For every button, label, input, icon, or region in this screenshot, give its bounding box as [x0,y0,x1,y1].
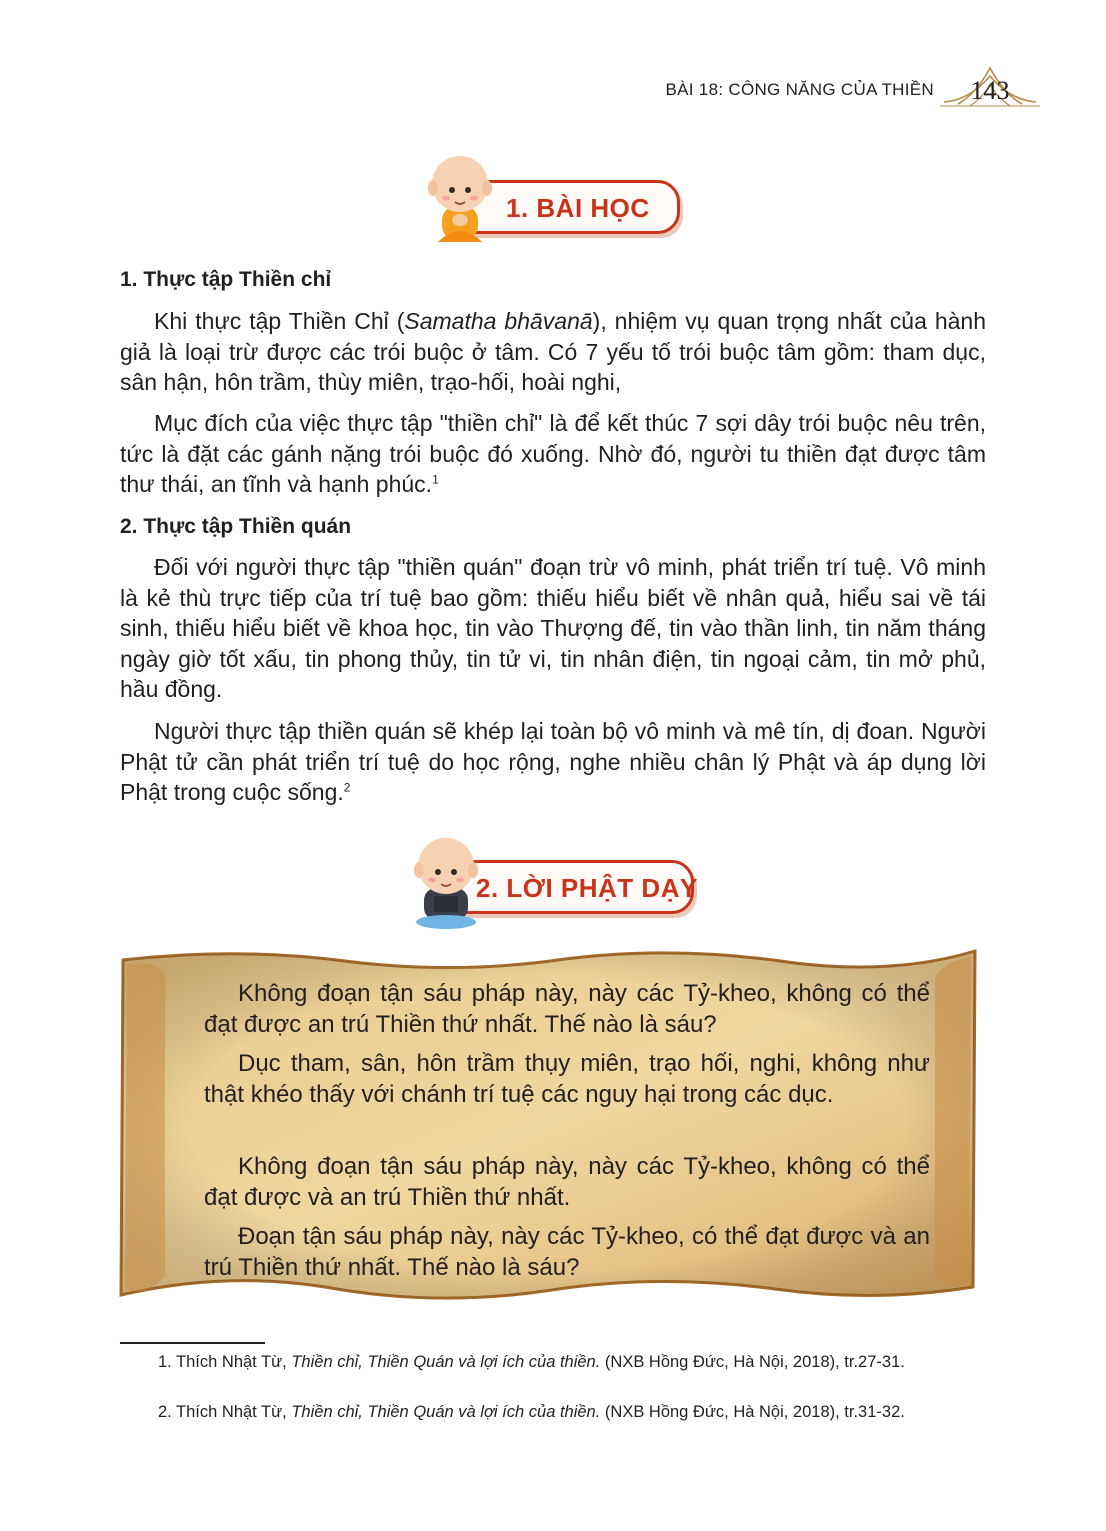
footnote-text: (NXB Hồng Đức, Hà Nội, 2018), tr.27-31. [600,1353,905,1371]
paragraph [120,408,986,500]
paragraph-text: Khi thực tập Thiền Chỉ ( [154,308,405,334]
paragraph-text: Mục đích của việc thực tập "thiền chỉ" là để kết thúc 7 sợi dây trói buộc nêu trên, tức là đặt các gánh nặng trói buộc đó xuống. Nhờ đó, người tu thiền đạt được tâm thư thái, an tĩnh và hạnh phúc. [120,410,986,497]
running-head: BÀI 18: CÔNG NĂNG CỦA THIỀN [665,80,934,99]
banner-title: 2. LỜI PHẬT DẠY [476,873,698,903]
paragraph: Đối với người thực tập "thiền quán" đoạn trừ vô minh, phát triển trí tuệ. Vô minh là kẻ thù trực tiếp của trí tuệ bao gồm: thiếu hiểu biết về nhân quả, hiểu sai về tái sinh, thiếu hiểu biết về khoa học, tin vào Thượng đế, tin vào thần linh, tin năm tháng ngày giờ tốt xấu, tin phong thủy, tin tử vi, tin nhân điện, tin ngoại cảm, tin mở phủ, hầu đồng. [120,554,986,702]
book-title: Thiền chỉ, Thiền Quán và lợi ích của thiền. [291,1353,601,1371]
footnote-text: 1. Thích Nhật Từ, [158,1353,292,1371]
paragraph [120,306,986,398]
quote-paragraph: Không đoạn tận sáu pháp này, này các Tỷ-kheo, không có thể đạt được và an trú Thiền thứ nhất. [204,1153,930,1211]
footnote-1 [120,1350,1000,1374]
section-banner-lesson [420,150,690,250]
quote-paragraph: Đoạn tận sáu pháp này, này các Tỷ-kheo, có thể đạt được và an trú Thiền thứ nhất. Thế nào là sáu? [204,1223,930,1281]
footnote-divider [120,1342,265,1344]
book-title: Thiền chỉ, Thiền Quán và lợi ích của thiền. [291,1403,601,1421]
subheading-vipassana: 2. Thực tập Thiền quán [120,515,352,538]
footnote-text: (NXB Hồng Đức, Hà Nội, 2018), tr.31-32. [600,1403,905,1421]
pali-term: Samatha bhāvanā [404,308,593,334]
paragraph-text: Người thực tập thiền quán sẽ khép lại toàn bộ vô minh và mê tín, dị đoan. Người Phật tử cần phát triển trí tuệ do học rộng, nghe nhiều chân lý Phật và áp dụng lời Phật trong cuộc sống. [120,718,986,805]
paragraph-text: ), nhiệm vụ quan trọng nhất của hành giả là loại trừ được các trói buộc ở tâm. Có 7 yếu tố trói buộc tâm gồm: tham dục, sân hận, hôn trầm, thùy miên, trạo-hối, hoài nghi, [120,308,986,395]
monk-mascot-icon [406,832,486,932]
section-banner-buddha-teaching [406,832,706,932]
monk-mascot-icon [420,150,500,250]
banner-title: 1. BÀI HỌC [506,193,650,223]
footnote-ref[interactable]: 2 [343,780,351,795]
footnote-text: 2. Thích Nhật Từ, [158,1403,292,1421]
subheading-samatha: 1. Thực tập Thiền chỉ [120,268,332,291]
quote-paragraph: Dục tham, sân, hôn trầm thụy miên, trạo hối, nghi, không như thật khéo thấy với chánh trí tuệ các nguy hại trong các dục. [204,1050,930,1108]
footnote-2 [120,1400,1000,1424]
paragraph [120,716,986,808]
page-number: 143 [970,76,1010,105]
quote-paragraph: Không đoạn tận sáu pháp này, này các Tỷ-kheo, không có thể đạt được an trú Thiền thứ nhất. Thế nào là sáu? [204,980,930,1038]
footnote-ref[interactable]: 1 [432,472,439,487]
